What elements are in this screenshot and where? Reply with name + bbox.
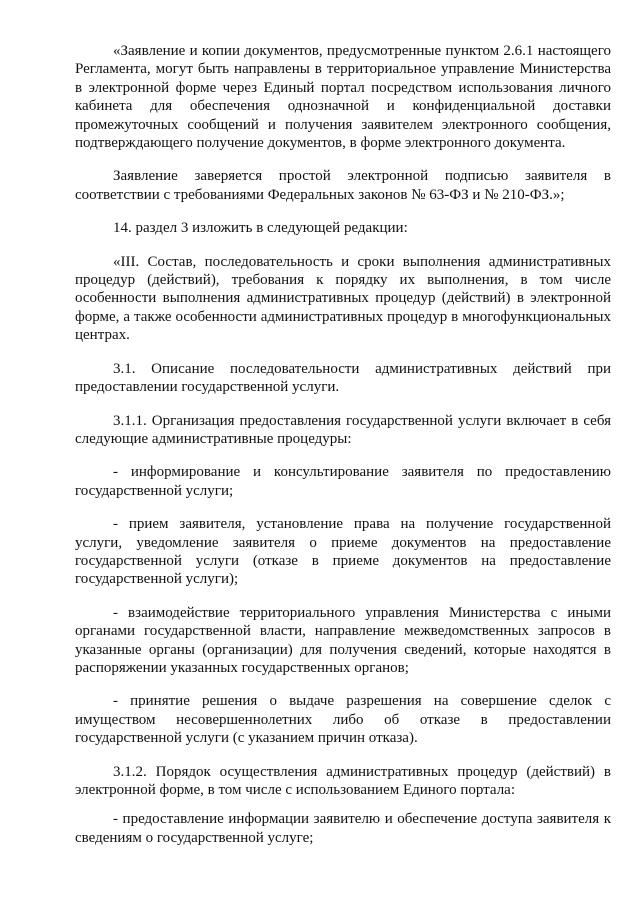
list-item-informing: - информирование и консультирование заявителя по предоставлению государственной услуги; <box>75 464 611 499</box>
list-item-interaction: - взаимодействие территориального управления Министерства с иными органами государственной власти, направление межведомственных запросов в указанные органы (организации) для получения сведений, которые находятся в распоряжении указанных государственных органов; <box>75 604 611 676</box>
paragraph-3-1: 3.1. Описание последовательности административных действий при предоставлении государственной услуги. <box>75 360 611 396</box>
paragraph-section-3-title: «III. Состав, последовательность и сроки выполнения административных процедур (действий), требования к порядку их выполнения, в том числе особенности выполнения административных процедур (действий) в электронной форме, а также особенности административных процедур в многофункциональных центрах. <box>75 253 611 344</box>
list-item-reception: - прием заявителя, установление права на получение государственной услуги, уведомление заявителя о приеме документов на предоставление государственной услуги (отказе в приеме документов на предоставление государственной услуги); <box>75 516 611 588</box>
paragraph-3-1-1: 3.1.1. Организация предоставления государственной услуги включает в себя следующие административные процедуры: <box>75 412 611 447</box>
document-body <box>75 42 611 862</box>
paragraph-electronic-submission: «Заявление и копии документов, предусмотренные пунктом 2.6.1 настоящего Регламента, могут быть направлены в территориальное управление Министерства в электронной форме через Единый портал посредством использования личного кабинета для обеспечения однозначной и конфиденциальной доставки промежуточных сообщений и получения заявителем электронного сообщения, подтверждающего получение документов, в форме электронного документа. <box>75 43 611 152</box>
list-item-decision: - принятие решения о выдаче разрешения на совершение сделок с имуществом несовершеннолетних либо об отказе в предоставлении государственной услуги (с указанием причин отказа). <box>75 693 611 747</box>
paragraph-item-14: 14. раздел 3 изложить в следующей редакции: <box>113 220 408 237</box>
paragraph-electronic-signature: Заявление заверяется простой электронной подписью заявителя в соответствии с требованиями Федеральных законов № 63-ФЗ и № 210-ФЗ.»; <box>75 168 611 203</box>
list-item-information-access: - предоставление информации заявителю и обеспечение доступа заявителя к сведениям о государственной услуге; <box>75 811 611 846</box>
paragraph-3-1-2: 3.1.2. Порядок осуществления административных процедур (действий) в электронной форме, в том числе с использованием Единого портала: <box>75 763 611 798</box>
